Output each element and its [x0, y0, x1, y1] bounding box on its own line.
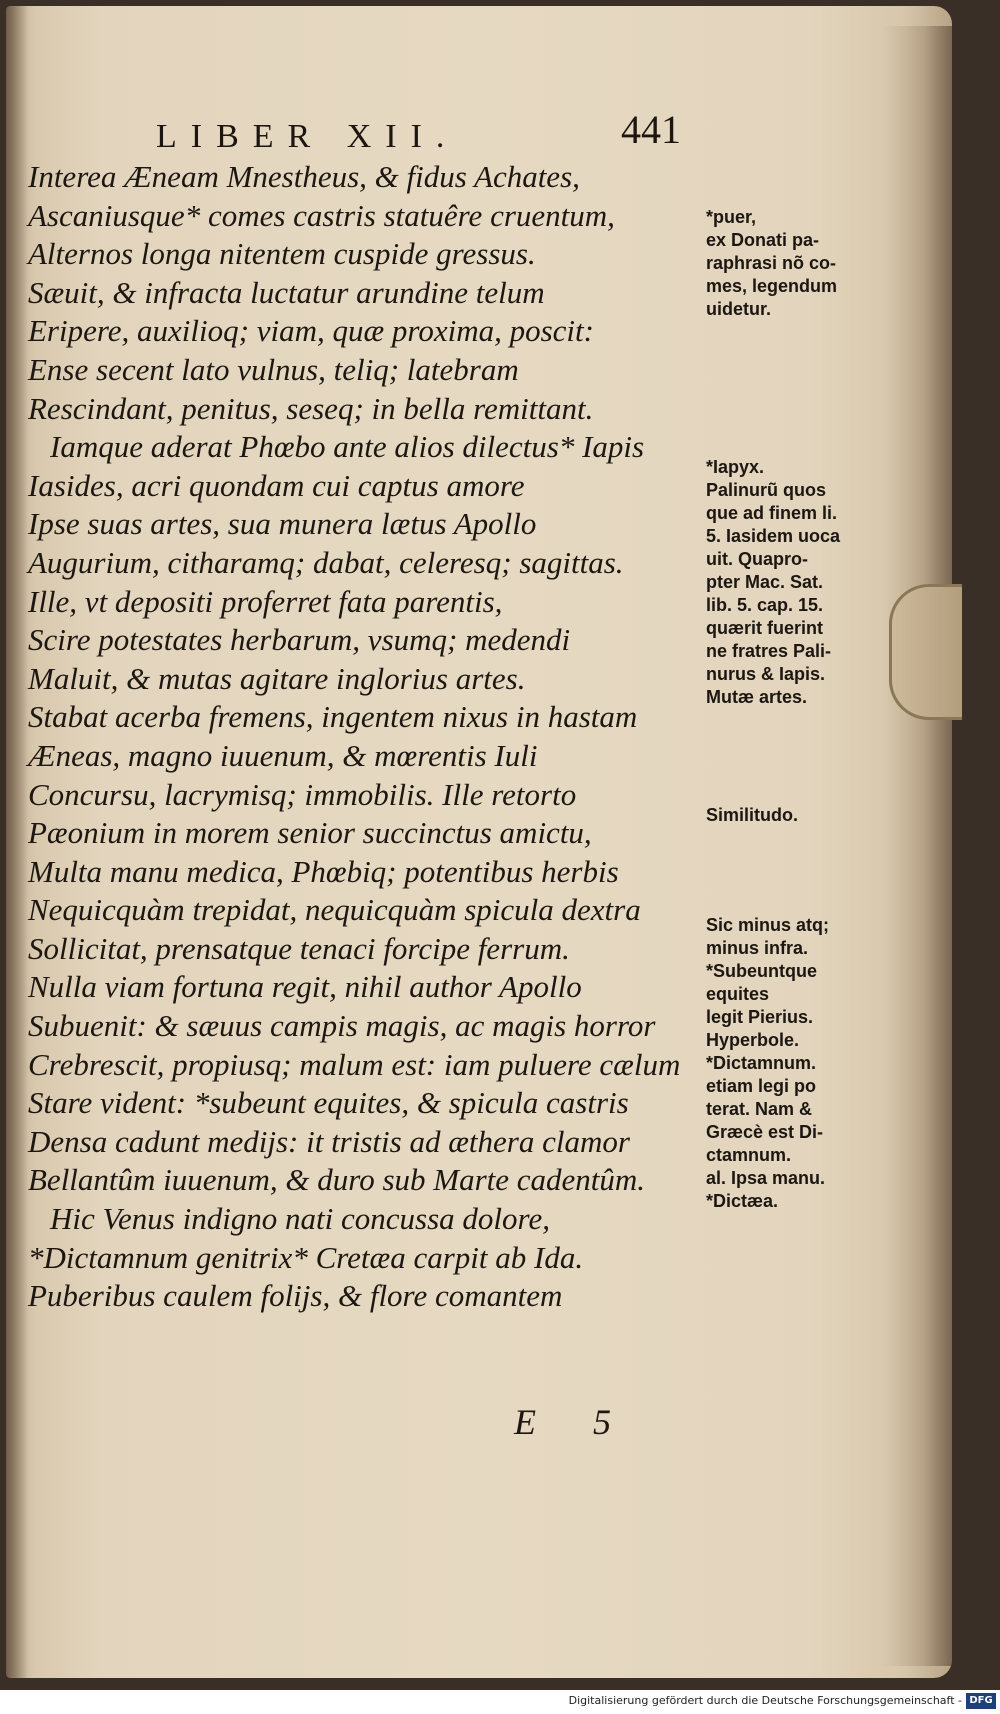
footer-bar — [0, 1690, 1000, 1714]
verse-line: Stabat acerba fremens, ingentem nixus in hastam — [28, 699, 638, 735]
verse-line: Sollicitat, prensatque tenaci forcipe ferrum. — [28, 930, 570, 966]
verse-line: Subuenit: & sæuus campis magis, ac magis horror — [28, 1008, 656, 1044]
funding-credit: Digitalisierung gefördert durch die Deutsche Forschungsgemeinschaft - — [568, 1694, 962, 1707]
verse-line: Hic Venus indigno nati concussa dolore, — [50, 1201, 550, 1237]
margin-note-line: pter Mac. Sat. — [706, 572, 824, 592]
verse-line: Rescindant, penitus, seseq; in bella remittant. — [28, 390, 594, 426]
margin-note — [706, 914, 906, 1213]
signature-mark: E 5 — [514, 1402, 635, 1442]
verse-line: Ille, vt depositi proferret fata parentis, — [28, 583, 503, 619]
verse-line: *Dictamnum genitrix* Cretæa carpit ab Ida. — [28, 1239, 584, 1275]
margin-note-line: uit. Quapro- — [706, 549, 808, 569]
verse-text-block — [28, 158, 708, 1316]
margin-note-line: etiam legi po — [706, 1076, 817, 1096]
verse-line: Puberibus caulem folijs, & flore comantem — [28, 1278, 563, 1314]
margin-note-line: mes, legendum — [706, 276, 838, 296]
page-number: 441 — [621, 107, 681, 152]
verse-line: Crebrescit, propiusq; malum est: iam puluere cælum — [28, 1046, 681, 1082]
verse-line: Iasides, acri quondam cui captus amore — [28, 467, 525, 503]
verse-line: Alternos longa nitentem cuspide gressus. — [28, 236, 536, 272]
verse-line: Ense secent lato vulnus, teliq; latebram — [28, 351, 519, 387]
margin-note-line: 5. Iasidem uoca — [706, 526, 841, 546]
margin-note-line: Græcè est Di- — [706, 1122, 824, 1142]
verse-line: Iamque aderat Phœbo ante alios dilectus* Iapis — [50, 429, 645, 465]
verse-line: Maluit, & mutas agitare inglorius artes. — [28, 660, 526, 696]
margin-note-line: Palinurũ quos — [706, 480, 827, 500]
margin-note-line: lib. 5. cap. 15. — [706, 595, 824, 615]
verse-line: Eripere, auxilioq; viam, quæ proxima, poscit: — [28, 313, 594, 349]
margin-note-line: Mutæ artes. — [706, 687, 808, 707]
margin-note-line: quærit fuerint — [706, 618, 823, 638]
verse-line: Pæonium in morem senior succinctus amictu, — [28, 815, 592, 851]
margin-note-line: que ad finem li. — [706, 503, 838, 523]
margin-note — [706, 206, 906, 321]
verse-line: Scire potestates herbarum, vsumq; medendi — [28, 622, 571, 658]
verse-line: Sæuit, & infracta luctatur arundine telum — [28, 274, 545, 310]
verse-line: Stare vident: *subeunt equites, & spicula castris — [28, 1085, 629, 1121]
margin-note-line: Hyperbole. — [706, 1030, 800, 1050]
margin-note-line: nurus & Iapis. — [706, 664, 826, 684]
gutter-shadow — [6, 6, 28, 1678]
margin-note — [706, 456, 906, 709]
margin-note-line: Sic minus atq; — [706, 915, 830, 935]
margin-note-line: uidetur. — [706, 299, 772, 319]
margin-note-line: *puer, — [706, 207, 757, 227]
margin-note-line: al. Ipsa manu. — [706, 1168, 826, 1188]
verse-line: Nulla viam fortuna regit, nihil author Apollo — [28, 969, 582, 1005]
margin-note-line: ctamnum. — [706, 1145, 792, 1165]
verse-line: Concursu, lacrymisq; immobilis. Ille retorto — [28, 776, 577, 812]
verse-line: Ipse suas artes, sua munera lætus Apollo — [28, 506, 537, 542]
verse-line: Augurium, citharamq; dabat, celeresq; sagittas. — [28, 544, 624, 580]
margin-note — [706, 804, 906, 827]
book-page — [6, 6, 952, 1678]
margin-note-line: equites — [706, 984, 770, 1004]
margin-note-line: Similitudo. — [706, 805, 798, 825]
margin-note-line: *Dictamnum. — [706, 1053, 817, 1073]
verse-line: Densa cadunt medijs: it tristis ad æthera clamor — [28, 1123, 630, 1159]
verse-line: Multa manu medica, Phœbiq; potentibus herbis — [28, 853, 619, 889]
dfg-logo: DFG — [966, 1693, 996, 1709]
margin-note-line: ne fratres Pali- — [706, 641, 832, 661]
margin-note-line: minus infra. — [706, 938, 809, 958]
verse-line: Æneas, magno iuuenum, & mœrentis Iuli — [28, 737, 538, 773]
margin-note-line: *Dictæa. — [706, 1191, 779, 1211]
margin-note-line: raphrasi nõ co- — [706, 253, 837, 273]
verse-line: Interea Æneam Mnestheus, & fidus Achates, — [28, 159, 580, 194]
margin-note-line: ex Donati pa- — [706, 230, 820, 250]
margin-note-line: legit Pierius. — [706, 1007, 814, 1027]
verse-line: Bellantûm iuuenum, & duro sub Marte cadentûm. — [28, 1162, 646, 1198]
margin-note-line: terat. Nam & — [706, 1099, 813, 1119]
margin-note-line: *Iapyx. — [706, 457, 765, 477]
verse-line: Ascaniusque* comes castris statuêre cruentum, — [28, 197, 615, 233]
running-head: LIBER XII. — [156, 118, 459, 155]
margin-note-line: *Subeuntque — [706, 961, 817, 981]
verse-line: Nequicquàm trepidat, nequicquàm spicula dextra — [28, 892, 641, 928]
